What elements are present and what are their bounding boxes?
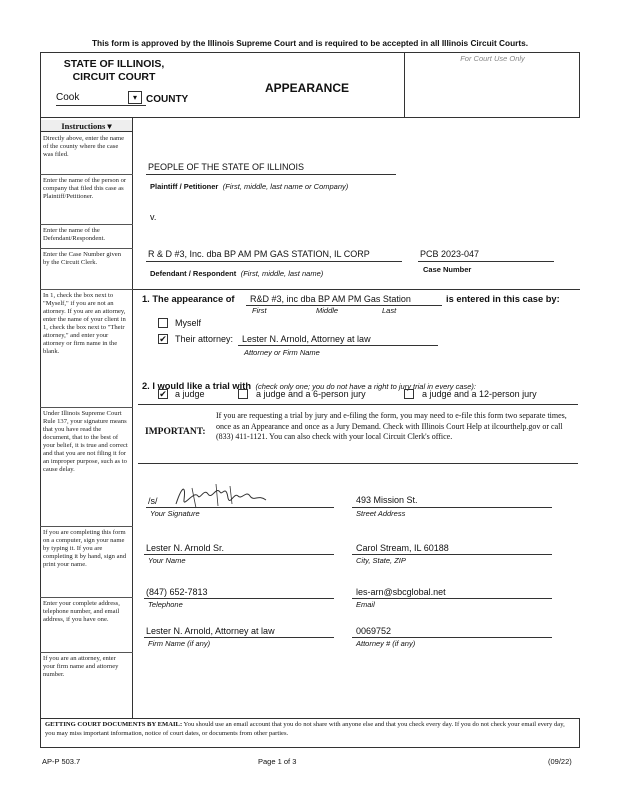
trial-judge-label: a judge — [175, 389, 205, 399]
middle-label: Middle — [316, 306, 339, 315]
email-notice-text: You should use an email account that you do not share with anyone else and that you check every day. If you do not check your email every day, you may miss important information, notice of court dates, or documents from other parties. — [45, 721, 565, 737]
chevron-down-icon[interactable]: ▾ — [128, 91, 142, 104]
city-label: City, State, ZIP — [356, 556, 406, 565]
instruction-attorney: If you are an attorney, enter your firm name and attorney number. — [43, 655, 119, 678]
attorney-number-label: Attorney # (if any) — [356, 639, 416, 648]
myself-checkbox[interactable] — [158, 318, 168, 328]
important-text: If you are requesting a trial by jury and e-filing the form, you may need to e-file this form two separate times, once as an Appearance and once as a Jury Demand. Check with Illinois Court Help at ilcourthelp.gov or call (833) 411-1121. You can also check with your local Circuit Clerk's office. — [216, 411, 567, 441]
case-number-field[interactable]: PCB 2023-047 — [420, 249, 480, 259]
important-title: IMPORTANT: — [145, 427, 206, 437]
trial-judge-checkbox[interactable]: ✔ — [159, 389, 167, 399]
form-approval-note: This form is approved by the Illinois Supreme Court and is required to be accepted in all Illinois Circuit Courts. — [91, 38, 529, 48]
trial-12-jury-checkbox[interactable] — [404, 389, 414, 399]
email-label: Email — [356, 600, 375, 609]
attorney-name-label: Attorney or Firm Name — [244, 348, 320, 357]
firm-name-field[interactable]: Lester N. Arnold, Attorney at law — [146, 626, 275, 636]
instruction-appearance: In 1, check the box next to "Myself," if you are not an attorney. If you are an attorney, enter the name of your client in 1, check the box next to "Their attorney," and enter your attorney or firm name in the blank. — [43, 292, 126, 355]
instruction-county: Directly above, enter the name of the county where the case was filed. — [43, 135, 125, 158]
county-select[interactable]: Cook — [56, 92, 146, 106]
attorney-name-field[interactable]: Lester N. Arnold, Attorney at law — [242, 334, 371, 344]
appearance-suffix: is entered in this case by: — [446, 294, 560, 304]
form-date: (09/22) — [548, 757, 572, 766]
county-label: COUNTY — [146, 94, 189, 105]
plaintiff-field[interactable]: PEOPLE OF THE STATE OF ILLINOIS — [148, 162, 305, 172]
instruction-signing: If you are completing this form on a computer, sign your name by typing it. If you are completing it by hand, sign and print your name. — [43, 529, 127, 568]
appearance-prefix: 1. The appearance of — [142, 294, 235, 304]
last-label: Last — [382, 306, 397, 315]
their-attorney-label: Their attorney: — [175, 334, 234, 344]
plaintiff-label-bold: Plaintiff / Petitioner — [150, 182, 219, 191]
myself-label: Myself — [175, 318, 202, 328]
instruction-rule-137: Under Illinois Supreme Court Rule 137, your signature means that you have read the document, that to the best of your belief, it is true and correct and that you are not filing it for an improper purpose, such as to cause delay. — [43, 410, 128, 473]
plaintiff-label — [150, 176, 348, 194]
telephone-field[interactable]: (847) 652-7813 — [146, 587, 208, 597]
attorney-number-field[interactable]: 0069752 — [356, 626, 392, 636]
signature-prefix: /s/ — [148, 496, 158, 506]
telephone-label: Telephone — [148, 600, 183, 609]
trial-prefix: 2. I would like a trial with — [142, 381, 252, 391]
instruction-contact: Enter your complete address, telephone number, and email address, if you have one. — [43, 600, 120, 623]
first-label: First — [252, 306, 267, 315]
case-number-label: Case Number — [423, 265, 472, 274]
page-number: Page 1 of 3 — [258, 757, 297, 766]
court-use-only-label: For Court Use Only — [460, 54, 525, 63]
defendant-label-bold: Defendant / Respondent — [150, 269, 237, 278]
their-attorney-checkbox[interactable]: ✔ — [159, 334, 167, 344]
trial-6-jury-label: a judge and a 6-person jury — [256, 389, 366, 399]
your-name-field[interactable]: Lester N. Arnold Sr. — [146, 543, 225, 553]
city-field[interactable]: Carol Stream, IL 60188 — [356, 543, 449, 553]
defendant-field[interactable]: R & D #3, Inc. dba BP AM PM GAS STATION, IL CORP — [148, 249, 370, 259]
email-notice-title: GETTING COURT DOCUMENTS BY EMAIL: — [45, 721, 183, 728]
defendant-label-hint: (First, middle, last name) — [240, 269, 324, 278]
instruction-case-number: Enter the Case Number given by the Circuit Clerk. — [43, 251, 122, 266]
street-label: Street Address — [356, 509, 406, 518]
street-field[interactable]: 493 Mission St. — [356, 495, 418, 505]
defendant-label — [150, 263, 323, 281]
circuit-court-line: CIRCUIT COURT — [72, 71, 156, 83]
trial-6-jury-checkbox[interactable] — [238, 389, 248, 399]
your-name-label: Your Name — [148, 556, 186, 565]
page-title: APPEARANCE — [264, 81, 349, 95]
trial-hint: (check only one; you do not have a right to jury trial in every case): — [255, 382, 476, 391]
appearance-name-field[interactable]: R&D #3, inc dba BP AM PM Gas Station — [250, 294, 411, 304]
firm-name-label: Firm Name (if any) — [148, 639, 211, 648]
state-line: STATE OF ILLINOIS, — [63, 58, 165, 70]
trial-12-jury-label: a judge and a 12-person jury — [422, 389, 537, 399]
email-notice — [40, 718, 580, 748]
instruction-defendant: Enter the name of the Defendant/Respondent. — [43, 227, 106, 242]
form-id: AP-P 503.7 — [42, 757, 81, 766]
email-field[interactable]: les-arn@sbcglobal.net — [356, 587, 446, 597]
versus-label: v. — [150, 212, 157, 222]
court-state — [44, 58, 184, 84]
plaintiff-label-hint: (First, middle, last name or Company) — [222, 182, 349, 191]
instructions-toggle[interactable]: Instructions ▾ — [41, 120, 132, 132]
signature-label: Your Signature — [150, 509, 200, 518]
instruction-plaintiff: Enter the name of the person or company that filed this case as Plaintiff/Petitioner. — [43, 177, 127, 200]
